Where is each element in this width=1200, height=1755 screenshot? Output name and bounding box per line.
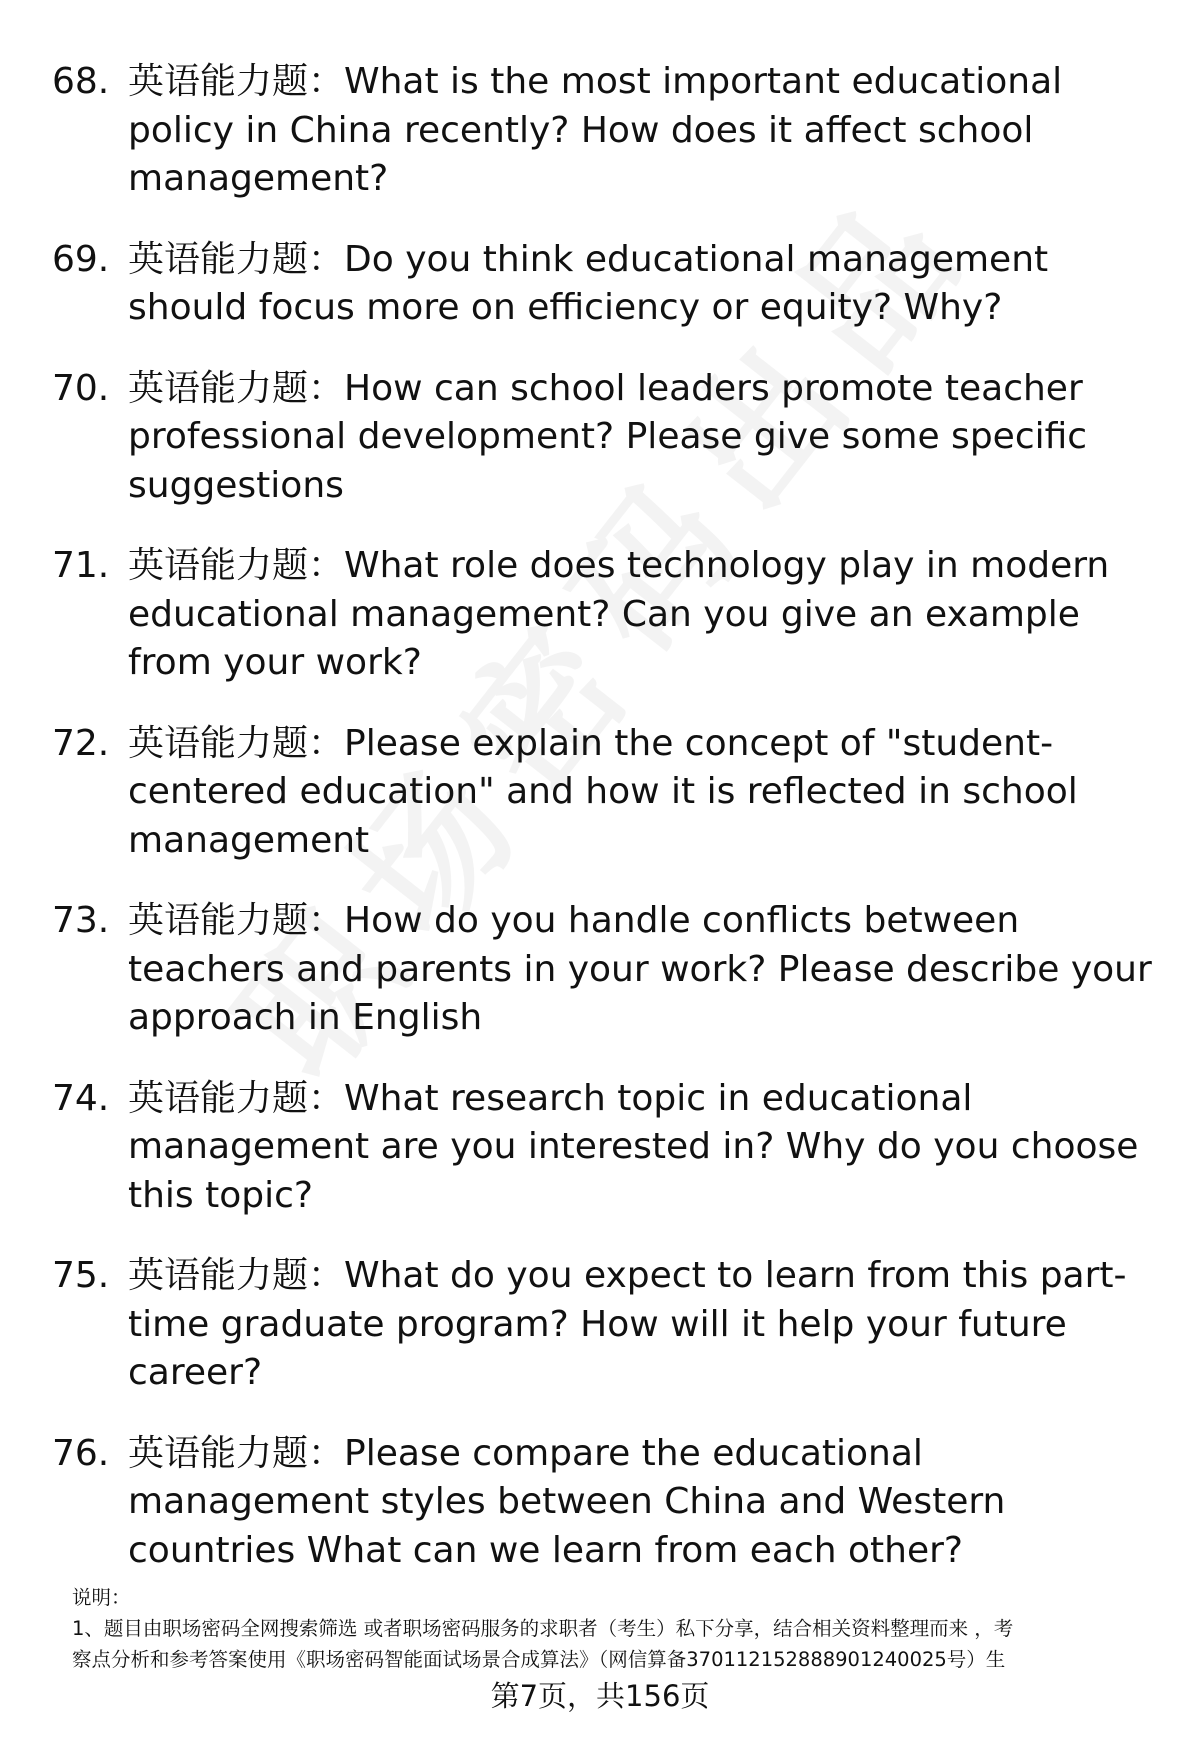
question-category: 英语能力题： [128, 722, 345, 764]
question-number: 69. [52, 238, 110, 280]
page-number: 第7页，共156页 [490, 1679, 710, 1713]
question-text: Do you think educational management should focus more on efficiency or equity? Why? [128, 238, 1049, 328]
question-number: 68. [52, 61, 110, 102]
question-body [128, 58, 1168, 204]
question-text: Please compare the educational management styles between China and Western countries What can we learn from each other? [128, 1432, 1006, 1571]
question-item [0, 365, 1200, 511]
question-text: What research topic in educational management are you interested in? Why do you choose this topic? [128, 1077, 1139, 1216]
question-category: 英语能力题： [128, 1255, 345, 1296]
question-item [0, 236, 1200, 333]
question-body [128, 1430, 1168, 1576]
question-body [128, 897, 1168, 1043]
footer-line: 察点分析和参考答案使用《职场密码智能面试场景合成算法》（网信算备370112152888901240025号）生 [72, 1648, 1006, 1671]
question-body [128, 720, 1168, 866]
question-category: 英语能力题： [128, 1432, 345, 1474]
question-category: 英语能力题： [128, 545, 345, 586]
question-body [128, 1252, 1168, 1398]
question-category: 英语能力题： [128, 900, 345, 941]
question-category: 英语能力题： [128, 238, 345, 280]
question-item [0, 720, 1200, 866]
question-category: 英语能力题： [128, 61, 345, 102]
question-body [128, 542, 1168, 688]
question-text: How can school leaders promote teacher professional development? Please give some specific suggestions [128, 367, 1088, 506]
question-item [0, 1252, 1200, 1398]
question-number: 76. [52, 1432, 110, 1474]
question-category: 英语能力题： [128, 1077, 345, 1119]
question-text: What role does technology play in modern educational management? Can you give an example from your work? [128, 545, 1110, 683]
question-text: How do you handle conflicts between teachers and parents in your work? Please describe your approach in English [128, 900, 1152, 1038]
footer-note [72, 1582, 1162, 1675]
footer-heading: 说明： [72, 1586, 131, 1609]
question-category: 英语能力题： [128, 367, 345, 409]
question-item [0, 1430, 1200, 1576]
question-body [128, 365, 1168, 511]
question-number: 74. [52, 1077, 110, 1119]
question-item [0, 58, 1200, 204]
question-item [0, 1075, 1200, 1221]
question-list [0, 58, 1200, 1607]
question-number: 73. [52, 900, 110, 941]
question-text: What is the most important educational policy in China recently? How does it affect school management? [128, 61, 1063, 199]
question-number: 72. [52, 722, 110, 764]
question-item [0, 897, 1200, 1043]
question-body [128, 1075, 1168, 1221]
footer-line: 1、题目由职场密码全网搜索筛选 或者职场密码服务的求职者（考生）私下分享，结合相关资料整理而来 ，考 [72, 1617, 1014, 1640]
question-text: Please explain the concept of "student-centered education" and how it is reflected in school management [128, 722, 1078, 861]
question-number: 71. [52, 545, 110, 586]
question-number: 70. [52, 367, 110, 409]
question-text: What do you expect to learn from this part-time graduate program? How will it help your future career? [128, 1255, 1127, 1393]
question-body [128, 236, 1168, 333]
question-item [0, 542, 1200, 688]
question-number: 75. [52, 1255, 110, 1296]
